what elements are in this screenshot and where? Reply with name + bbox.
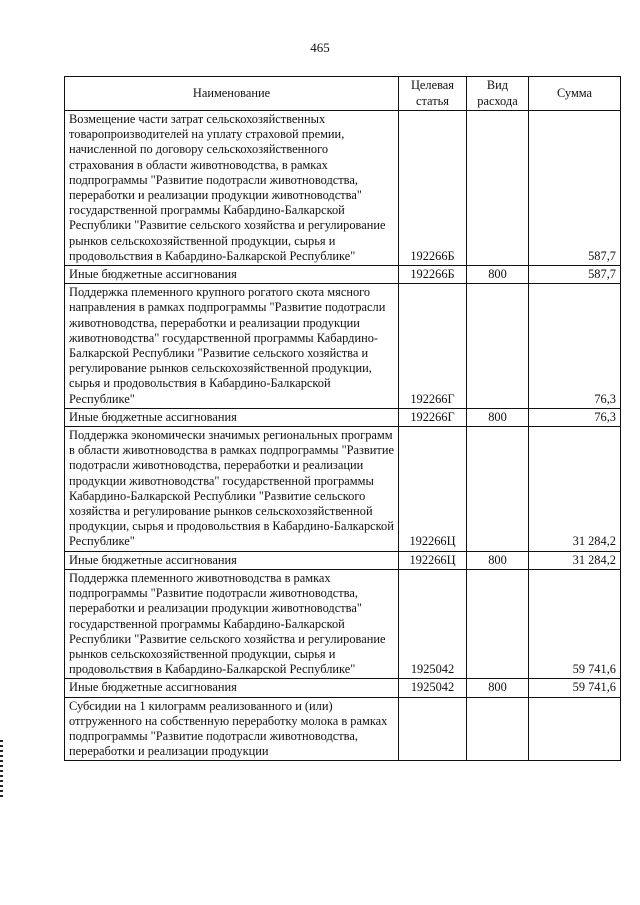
row-type: 800 — [467, 266, 529, 284]
row-sum — [529, 697, 621, 761]
row-type — [467, 111, 529, 266]
row-article — [399, 697, 467, 761]
table-row — [65, 427, 621, 552]
row-type — [467, 697, 529, 761]
header-type-line2: расхода — [477, 93, 518, 108]
row-name: Иные бюджетные ассигнования — [65, 408, 399, 426]
table-row — [65, 679, 621, 697]
row-article: 192266Б — [399, 266, 467, 284]
header-article-line1: Целевая — [410, 78, 455, 93]
row-type — [467, 284, 529, 409]
row-sum: 587,7 — [529, 111, 621, 266]
row-article: 1925042 — [399, 679, 467, 697]
row-name: Субсидии на 1 килограмм реализованного и (или) отгруженного на собственную переработку молока в рамках подпрограммы "Развитие подотрасли животноводства, переработки и реализации продукции — [65, 697, 399, 761]
row-sum: 76,3 — [529, 408, 621, 426]
row-sum: 59 741,6 — [529, 679, 621, 697]
table-row — [65, 697, 621, 761]
row-article: 192266Г — [399, 284, 467, 409]
row-type — [467, 427, 529, 552]
row-type: 800 — [467, 408, 529, 426]
row-name: Поддержка племенного животноводства в рамках подпрограммы "Развитие подотрасли животноводства, переработки и реализации продукции животноводства" государственной программы Кабардино-Балкарской Республики "Развитие сельского хозяйства и регулирование рынков сельскохозяйственной продукции, сырья и продовольствия в Кабардино-Балкарской Республике" — [65, 569, 399, 678]
row-name: Поддержка племенного крупного рогатого скота мясного направления в рамках подпрограммы "Развитие подотрасли животноводства, переработки и реализации продукции животноводства" государственной программы Кабардино-Балкарской Республики "Развитие сельского хозяйства и регулирование рынков сельскохозяйственной продукции, сырья и продовольствия в Кабардино-Балкарской Республике" — [65, 284, 399, 409]
header-sum: Сумма — [529, 77, 621, 111]
table-row — [65, 111, 621, 266]
header-type — [467, 77, 529, 111]
header-type-line1: Вид — [486, 78, 509, 93]
table-row — [65, 408, 621, 426]
row-sum: 31 284,2 — [529, 551, 621, 569]
row-sum: 31 284,2 — [529, 427, 621, 552]
header-article-line2: статья — [415, 93, 449, 108]
table-row — [65, 266, 621, 284]
row-type — [467, 569, 529, 678]
header-article — [399, 77, 467, 111]
row-article: 192266Ц — [399, 427, 467, 552]
row-name: Поддержка экономически значимых региональных программ в области животноводства в рамках подпрограммы "Развитие подотрасли животноводства, переработки и реализации продукции животноводства" государственной программы Кабардино-Балкарской Республики "Развитие сельского хозяйства и регулирование рынков сельскохозяйственной продукции, сырья и продовольствия в Кабардино-Балкарской Республике" — [65, 427, 399, 552]
row-name: Иные бюджетные ассигнования — [65, 679, 399, 697]
row-name: Иные бюджетные ассигнования — [65, 266, 399, 284]
table-row — [65, 569, 621, 678]
scan-artifact — [0, 740, 3, 800]
header-name: Наименование — [65, 77, 399, 111]
row-sum: 587,7 — [529, 266, 621, 284]
table-header-row — [65, 77, 621, 111]
row-name: Иные бюджетные ассигнования — [65, 551, 399, 569]
row-article: 1925042 — [399, 569, 467, 678]
row-type: 800 — [467, 551, 529, 569]
row-article: 192266Г — [399, 408, 467, 426]
table-row — [65, 284, 621, 409]
row-type: 800 — [467, 679, 529, 697]
budget-table — [64, 76, 621, 761]
table-row — [65, 551, 621, 569]
row-name: Возмещение части затрат сельскохозяйственных товаропроизводителей на уплату страховой премии, начисленной по договору сельскохозяйственного страхования в области животноводства, в рамках подпрограммы "Развитие подотрасли животноводства, переработки и реализации продукции животноводства" государственной программы Кабардино-Балкарской Республики "Развитие сельского хозяйства и регулирование рынков сельскохозяйственной продукции, сырья и продовольствия в Кабардино-Балкарской Республике" — [65, 111, 399, 266]
row-sum: 76,3 — [529, 284, 621, 409]
row-article: 192266Б — [399, 111, 467, 266]
row-article: 192266Ц — [399, 551, 467, 569]
row-sum: 59 741,6 — [529, 569, 621, 678]
page-number: 465 — [310, 40, 330, 55]
